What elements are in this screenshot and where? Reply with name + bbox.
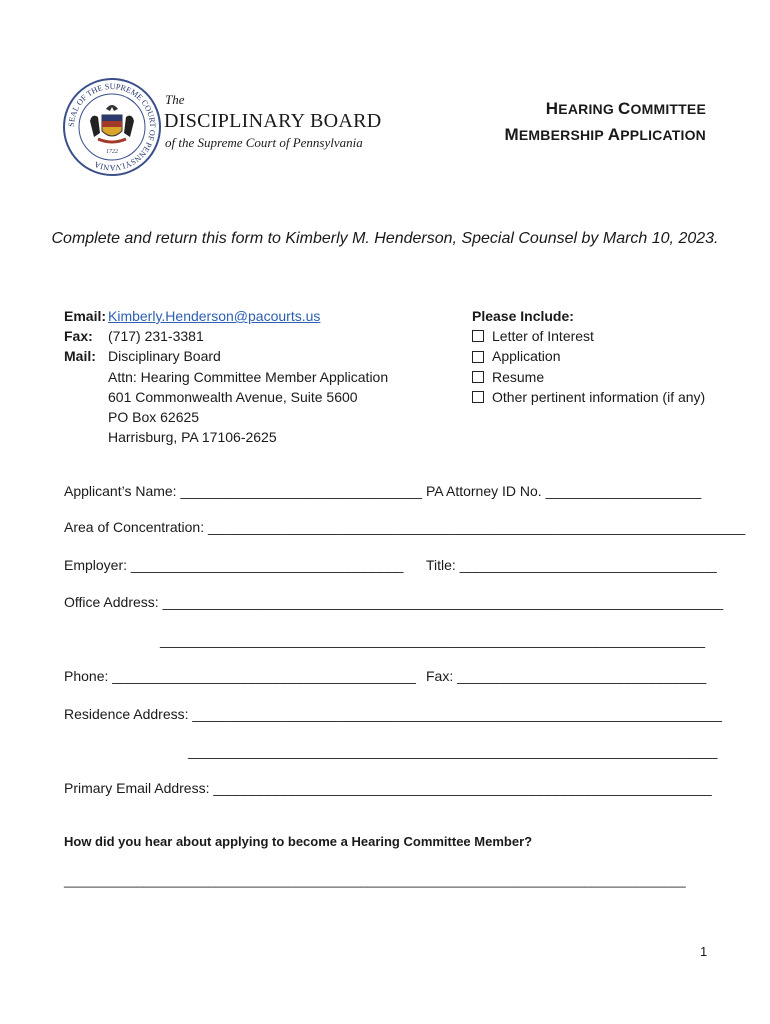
application-checkbox[interactable] bbox=[472, 351, 484, 363]
office-address-field[interactable]: Office Address: ________________________________________________________________________ bbox=[64, 594, 724, 610]
mail-line: PO Box 62625 bbox=[108, 409, 200, 426]
court-seal-logo bbox=[62, 77, 162, 177]
form-title: HEARING COMMITTEE MEMBERSHIP APPLICATION bbox=[504, 99, 706, 144]
org-name: DISCIPLINARY BOARD bbox=[164, 110, 382, 132]
office-address-line-2[interactable]: ______________________________________________________________________ bbox=[160, 632, 706, 648]
letter-checkbox[interactable] bbox=[472, 330, 484, 342]
checklist-label: Letter of Interest bbox=[492, 328, 594, 345]
seal-ring-text: SEAL OF THE SUPREME COURT OF PENNSYLVANIA bbox=[66, 81, 158, 173]
other-info-checkbox[interactable] bbox=[472, 391, 484, 403]
instruction-text: Complete and return this form to Kimberly M. Henderson, Special Counsel by March 10, 2023. bbox=[51, 230, 719, 247]
area-of-concentration-field[interactable]: Area of Concentration: _____________________________________________________________________ bbox=[64, 519, 746, 535]
title-field[interactable]: Title: _________________________________ bbox=[426, 557, 717, 573]
org-subtitle: of the Supreme Court of Pennsylvania bbox=[165, 135, 363, 150]
residence-address-field[interactable]: Residence Address: ____________________________________________________________________ bbox=[64, 706, 722, 722]
mail-line: Harrisburg, PA 17106-2625 bbox=[108, 429, 277, 446]
residence-address-line-2[interactable]: ____________________________________________________________________ bbox=[188, 743, 718, 759]
referral-answer-line[interactable]: ______________________________________________________________________________________ bbox=[64, 873, 686, 888]
org-the: The bbox=[165, 92, 185, 107]
fax-field[interactable]: Fax: ________________________________ bbox=[426, 668, 707, 684]
mail-line: Disciplinary Board bbox=[108, 348, 221, 365]
fax-number: (717) 231-3381 bbox=[108, 328, 204, 345]
include-checklist bbox=[472, 306, 705, 407]
resume-checkbox[interactable] bbox=[472, 371, 484, 383]
referral-question: How did you hear about applying to become a Hearing Committee Member? bbox=[64, 834, 533, 849]
include-heading: Please Include: bbox=[472, 308, 574, 324]
phone-field[interactable]: Phone: _______________________________________ bbox=[64, 668, 416, 684]
employer-field[interactable]: Employer: ___________________________________ bbox=[64, 557, 404, 573]
checklist-label: Resume bbox=[492, 368, 545, 385]
checklist-label: Application bbox=[492, 348, 561, 365]
checklist-label: Other pertinent information (if any) bbox=[492, 388, 706, 405]
mail-line: Attn: Hearing Committee Member Application bbox=[108, 368, 389, 385]
page-number: 1 bbox=[700, 944, 708, 959]
seal-year: 1722 bbox=[106, 149, 118, 155]
contact-block: Email: Kimberly.Henderson@pacourts.us Fax: (717) 231-3381 Mail: Disciplinary Board Attn: Hearing Committee Member Application 601 Commonwealth Avenue, Suite 5600 PO Box 62625 Harrisburg, PA 17106-2625 bbox=[64, 306, 388, 447]
mail-line: 601 Commonwealth Avenue, Suite 5600 bbox=[108, 388, 358, 405]
email-link[interactable]: Kimberly.Henderson@pacourts.us bbox=[108, 308, 321, 324]
attorney-id-field[interactable]: PA Attorney ID No. ____________________ bbox=[426, 483, 702, 499]
primary-email-field[interactable]: Primary Email Address: ________________________________________________________________ bbox=[64, 780, 712, 796]
applicant-name-field[interactable]: Applicant’s Name: _______________________________ bbox=[64, 483, 422, 499]
